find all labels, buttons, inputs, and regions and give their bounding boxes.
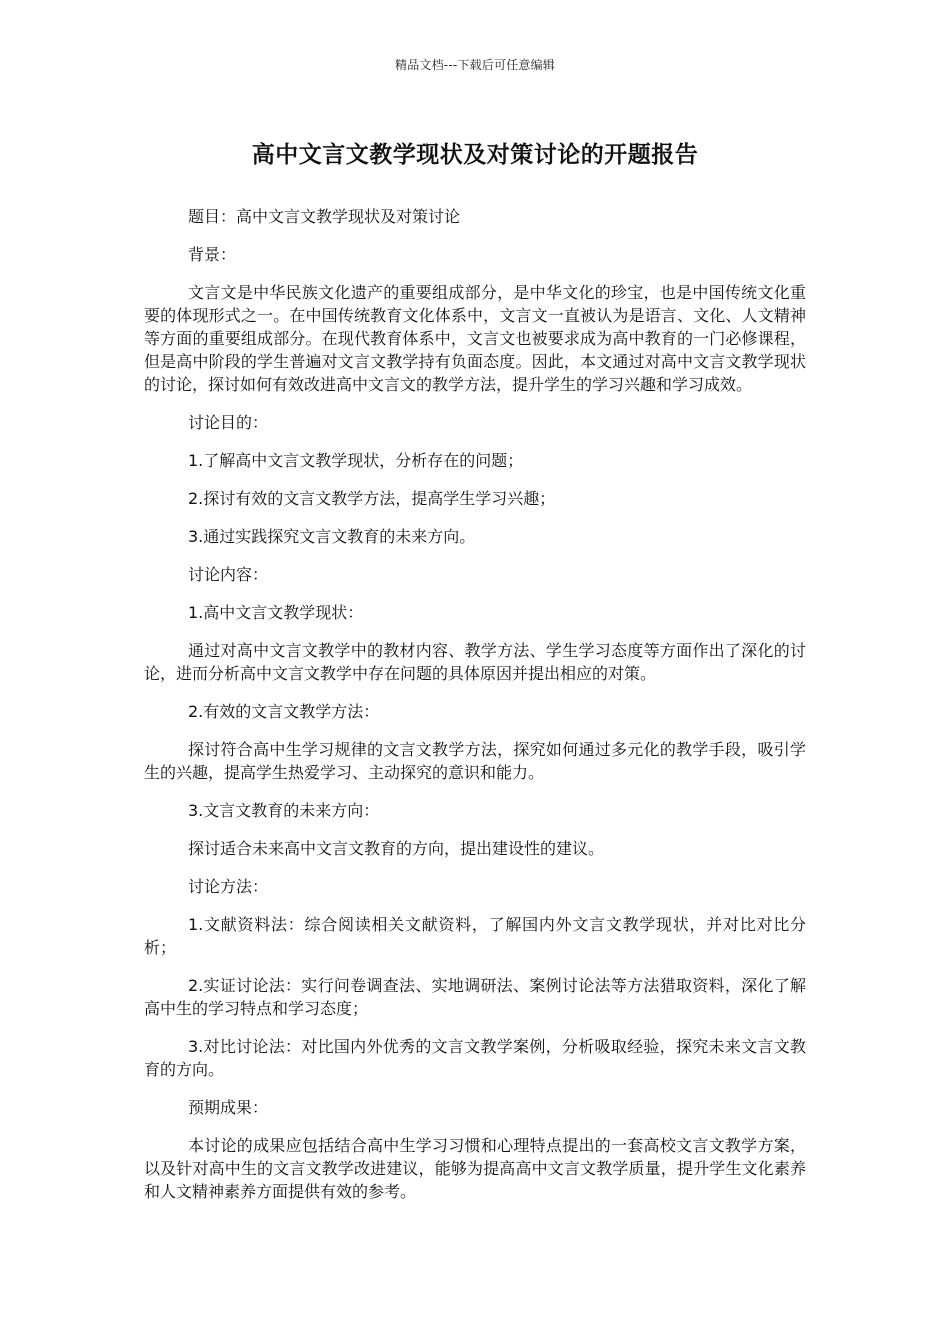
document-title: 高中文言文教学现状及对策讨论的开题报告 xyxy=(251,142,699,168)
list-item-purpose-1: 1.了解高中文言文教学现状，分析存在的问题； xyxy=(188,451,524,470)
paragraph-content-2: 探讨符合高中生学习规律的文言文教学方法，探究如何通过多元化的教学手段，吸引学生的兴趣，提高学生热爱学习、主动探究的意识和能力。 xyxy=(144,740,806,782)
paragraph-expected-results: 本讨论的成果应包括结合高中生学习习惯和心理特点提出的一套高校文言文教学方案，以及针对高中生的文言文教学改进建议，能够为提高高中文言文教学质量，提升学生文化素养和人文精神素养方面提供有效的参考。 xyxy=(144,1136,806,1201)
list-item-method-1: 1.文献资料法：综合阅读相关文献资料，了解国内外文言文教学现状，并对比对比分析； xyxy=(144,915,806,957)
paragraph-topic: 题目：高中文言文教学现状及对策讨论 xyxy=(188,207,461,226)
list-item-purpose-3: 3.通过实践探究文言文教育的未来方向。 xyxy=(188,527,476,546)
paragraph-background: 文言文是中华民族文化遗产的重要组成部分，是中华文化的珍宝，也是中国传统文化重要的体现形式之一。在中国传统教育文化体系中，文言文一直被认为是语言、文化、人文精神等方面的重要组成部分。在现代教育体系中，文言文也被要求成为高中教育的一门必修课程，但是高中阶段的学生普遍对文言文教学持有负面态度。因此，本文通过对高中文言文教学现状的讨论，探讨如何有效改进高中文言文的教学方法，提升学生的学习兴趣和学习成效。 xyxy=(144,283,806,394)
heading-background: 背景： xyxy=(188,245,237,264)
list-item-method-3: 3.对比讨论法：对比国内外优秀的文言文教学案例，分析吸取经验，探究未来文言文教育的方向。 xyxy=(144,1037,806,1079)
heading-content: 讨论内容： xyxy=(188,565,269,584)
list-item-method-2: 2.实证讨论法：实行问卷调查法、实地调研法、案例讨论法等方法猎取资料，深化了解高中生的学习特点和学习态度； xyxy=(144,976,806,1018)
subheading-content-2: 2.有效的文言文教学方法： xyxy=(188,702,380,721)
paragraph-content-1: 通过对高中文言文教学中的教材内容、教学方法、学生学习态度等方面作出了深化的讨论，进而分析高中文言文教学中存在问题的具体原因并提出相应的对策。 xyxy=(144,641,806,683)
heading-method: 讨论方法： xyxy=(188,877,269,896)
subheading-content-1: 1.高中文言文教学现状： xyxy=(188,603,364,622)
header-note: 精品文档---下载后可任意编辑 xyxy=(395,58,555,72)
heading-expected-results: 预期成果： xyxy=(188,1098,269,1117)
paragraph-content-3: 探讨适合未来高中文言文教育的方向，提出建设性的建议。 xyxy=(188,839,605,858)
subheading-content-3: 3.文言文教育的未来方向： xyxy=(188,801,380,820)
heading-purpose: 讨论目的： xyxy=(188,413,269,432)
list-item-purpose-2: 2.探讨有效的文言文教学方法，提高学生学习兴趣； xyxy=(188,489,556,508)
document-body xyxy=(144,205,806,1218)
